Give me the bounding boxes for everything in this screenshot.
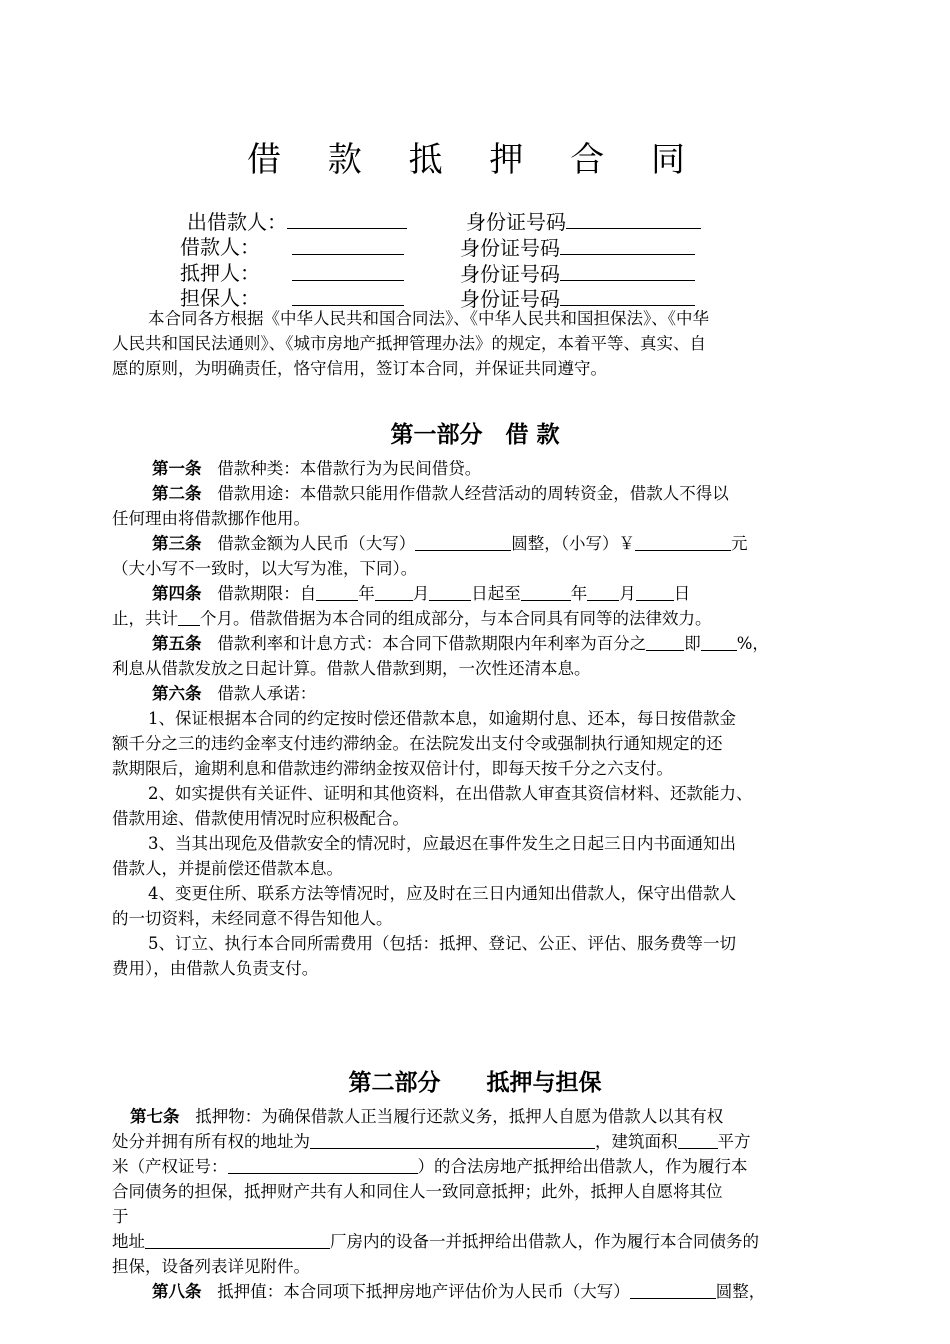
article-4 — [152, 581, 882, 606]
article-1 — [152, 456, 882, 481]
article-label: 第一条 — [152, 459, 202, 478]
article-label: 第七条 — [130, 1107, 180, 1126]
amount-lower-blank[interactable] — [635, 532, 731, 551]
article-7-cont: 担保，设备列表详见附件。 — [112, 1257, 310, 1276]
mortgagor-id-blank[interactable] — [560, 260, 695, 281]
article-text: 圆整，（小写）￥ — [511, 534, 635, 553]
guarantor-id-blank[interactable] — [560, 285, 695, 306]
article-label: 第八条 — [152, 1282, 202, 1301]
article-text: 处分并拥有所有权的地址为 — [112, 1132, 310, 1151]
article-text: 借款用途：本借款只能用作借款人经营活动的周转资金，借款人不得以 — [217, 484, 729, 503]
borrower-id-label: 身份证号码 — [460, 236, 560, 260]
start-year-blank[interactable] — [316, 582, 358, 601]
months-blank[interactable] — [178, 607, 200, 626]
floor-area-blank[interactable] — [678, 1130, 718, 1149]
borrower-id-row — [460, 234, 695, 261]
article-text: 日起至 — [471, 584, 521, 603]
article-text: 抵押值：本合同项下抵押房地产评估价为人民币（大写） — [217, 1282, 630, 1301]
commitment-2-cont: 借款用途、借款使用情况时应积极配合。 — [112, 809, 409, 828]
article-label: 第六条 — [152, 684, 202, 703]
article-text: 借款金额为人民币（大写） — [217, 534, 416, 553]
article-3-cont: （大小写不一致时，以大写为准，下同）。 — [112, 559, 418, 578]
mortgagor-id-row — [460, 260, 695, 287]
borrower-blank[interactable] — [292, 234, 404, 255]
borrower-id-blank[interactable] — [560, 234, 695, 255]
article-text: ，建筑面积 — [595, 1132, 678, 1151]
lender-id-blank[interactable] — [566, 208, 701, 229]
commitment-1: 1、保证根据本合同的约定按时偿还借款本息，如逾期付息、还本，每日按借款金 — [148, 709, 736, 728]
article-7-cont — [112, 1154, 842, 1179]
article-text: 日 — [673, 584, 691, 603]
intro-line: 本合同各方根据《中华人民共和国合同法》、《中华人民共和国担保法》、《中华 — [148, 309, 709, 328]
article-text: 厂房内的设备一并抵押给出借款人，作为履行本合同债务的 — [330, 1232, 759, 1251]
article-text: 平方 — [717, 1132, 751, 1151]
lender-blank[interactable] — [287, 208, 407, 229]
article-2 — [152, 481, 882, 506]
commitment-4: 4、变更住所、联系方法等情况时，应及时在三日内通知出借款人，保守出借款人 — [148, 884, 736, 903]
article-6 — [152, 681, 882, 706]
article-7-cont — [112, 1129, 842, 1154]
end-year-blank[interactable] — [521, 582, 571, 601]
article-label: 第二条 — [152, 484, 202, 503]
article-text: ）的合法房地产抵押给出借款人，作为履行本 — [417, 1157, 748, 1176]
article-4-cont — [112, 606, 842, 631]
article-text: 借款利率和计息方式：本合同下借款期限内年利率为百分之 — [217, 634, 647, 653]
start-month-blank[interactable] — [375, 582, 413, 601]
article-7-cont: 于 — [112, 1207, 129, 1226]
guarantor-id-label: 身份证号码 — [460, 287, 560, 311]
article-text: 止，共计 — [112, 609, 178, 628]
commitment-5-cont: 费用），由借款人负责支付。 — [112, 959, 319, 978]
mortgagor-row — [180, 260, 260, 286]
mortgagor-id-label: 身份证号码 — [460, 262, 560, 286]
rate-percent-blank[interactable] — [646, 632, 684, 651]
borrower-blank-wrap — [292, 234, 404, 261]
article-text: 年 — [358, 584, 375, 603]
article-text: 抵押物：为确保借款人正当履行还款义务，抵押人自愿为借款人以其有权 — [195, 1107, 724, 1126]
article-label: 第四条 — [152, 584, 202, 603]
mortgagor-blank[interactable] — [292, 260, 404, 281]
article-text: 地址 — [112, 1232, 145, 1251]
start-day-blank[interactable] — [429, 582, 471, 601]
commitment-1-cont: 款期限后，逾期利息和借款违约滞纳金按双倍计付，即每天按千分之六支付。 — [112, 759, 673, 778]
commitment-3: 3、当其出现危及借款安全的情况时，应最迟在事件发生之日起三日内书面通知出 — [148, 834, 736, 853]
intro-line: 愿的原则，为明确责任，恪守信用，签订本合同，并保证共同遵守。 — [112, 359, 607, 378]
guarantor-label: 担保人： — [180, 286, 260, 310]
article-5-cont: 利息从借款发放之日起计算。借款人借款到期，一次性还清本息。 — [112, 659, 591, 678]
article-3 — [152, 531, 882, 556]
article-7-cont — [112, 1229, 842, 1254]
title-cert-blank[interactable] — [228, 1155, 418, 1174]
article-text: 个月。借款借据为本合同的组成部分，与本合同具有同等的法律效力。 — [200, 609, 712, 628]
mortgagor-blank-wrap — [292, 260, 404, 287]
article-text: 年 — [570, 584, 588, 603]
article-text: %， — [736, 634, 769, 653]
guarantor-blank[interactable] — [292, 285, 404, 306]
article-text: 米（产权证号： — [112, 1157, 228, 1176]
end-day-blank[interactable] — [636, 582, 674, 601]
commitment-3-cont: 借款人，并提前偿还借款本息。 — [112, 859, 343, 878]
factory-address-blank[interactable] — [145, 1230, 330, 1249]
document-title: 借 款 抵 押 合 同 — [246, 140, 704, 180]
valuation-blank[interactable] — [630, 1280, 716, 1299]
article-8 — [152, 1279, 882, 1304]
lender-id-row — [466, 208, 701, 235]
article-text: 月 — [619, 584, 636, 603]
commitment-4-cont: 的一切资料，未经同意不得告知他人。 — [112, 909, 393, 928]
article-7 — [130, 1104, 860, 1129]
end-month-blank[interactable] — [587, 582, 619, 601]
part1-heading: 第一部分 借 款 — [390, 422, 560, 448]
article-text: 元 — [731, 534, 748, 553]
article-7-cont: 合同债务的担保，抵押财产共有人和同住人一致同意抵押；此外，抵押人自愿将其位 — [112, 1182, 723, 1201]
amount-upper-blank[interactable] — [415, 532, 511, 551]
lender-row — [187, 208, 407, 235]
commitment-2: 2、如实提供有关证件、证明和其他资料，在出借款人审查其资信材料、还款能力、 — [148, 784, 753, 803]
article-text: 圆整， — [715, 1282, 766, 1301]
article-text: 月 — [412, 584, 430, 603]
article-text: 借款期限：自 — [217, 584, 317, 603]
mortgagor-label: 抵押人： — [180, 261, 260, 285]
article-label: 第三条 — [152, 534, 202, 553]
part2-heading: 第二部分 抵押与担保 — [348, 1070, 602, 1096]
borrower-row — [180, 234, 260, 260]
commitment-5: 5、订立、执行本合同所需费用（包括：抵押、登记、公正、评估、服务费等一切 — [148, 934, 736, 953]
rate-value-blank[interactable] — [701, 632, 737, 651]
lender-label: 出借款人： — [187, 210, 287, 234]
article-5 — [152, 631, 882, 656]
article-text: 借款种类：本借款行为为民间借贷。 — [217, 459, 482, 478]
article-text: 即 — [684, 634, 701, 653]
commitment-1-cont: 额千分之三的违约金率支付违约滞纳金。在法院发出支付令或强制执行通知规定的还 — [112, 734, 723, 753]
article-label: 第五条 — [152, 634, 202, 653]
property-address-blank[interactable] — [310, 1130, 595, 1149]
article-2-cont: 任何理由将借款挪作他用。 — [112, 509, 310, 528]
intro-line: 人民共和国民法通则》、《城市房地产抵押管理办法》的规定，本着平等、真实、自 — [112, 334, 706, 353]
article-text: 借款人承诺： — [217, 684, 317, 703]
borrower-label: 借款人： — [180, 235, 260, 259]
lender-id-label: 身份证号码 — [466, 210, 566, 234]
